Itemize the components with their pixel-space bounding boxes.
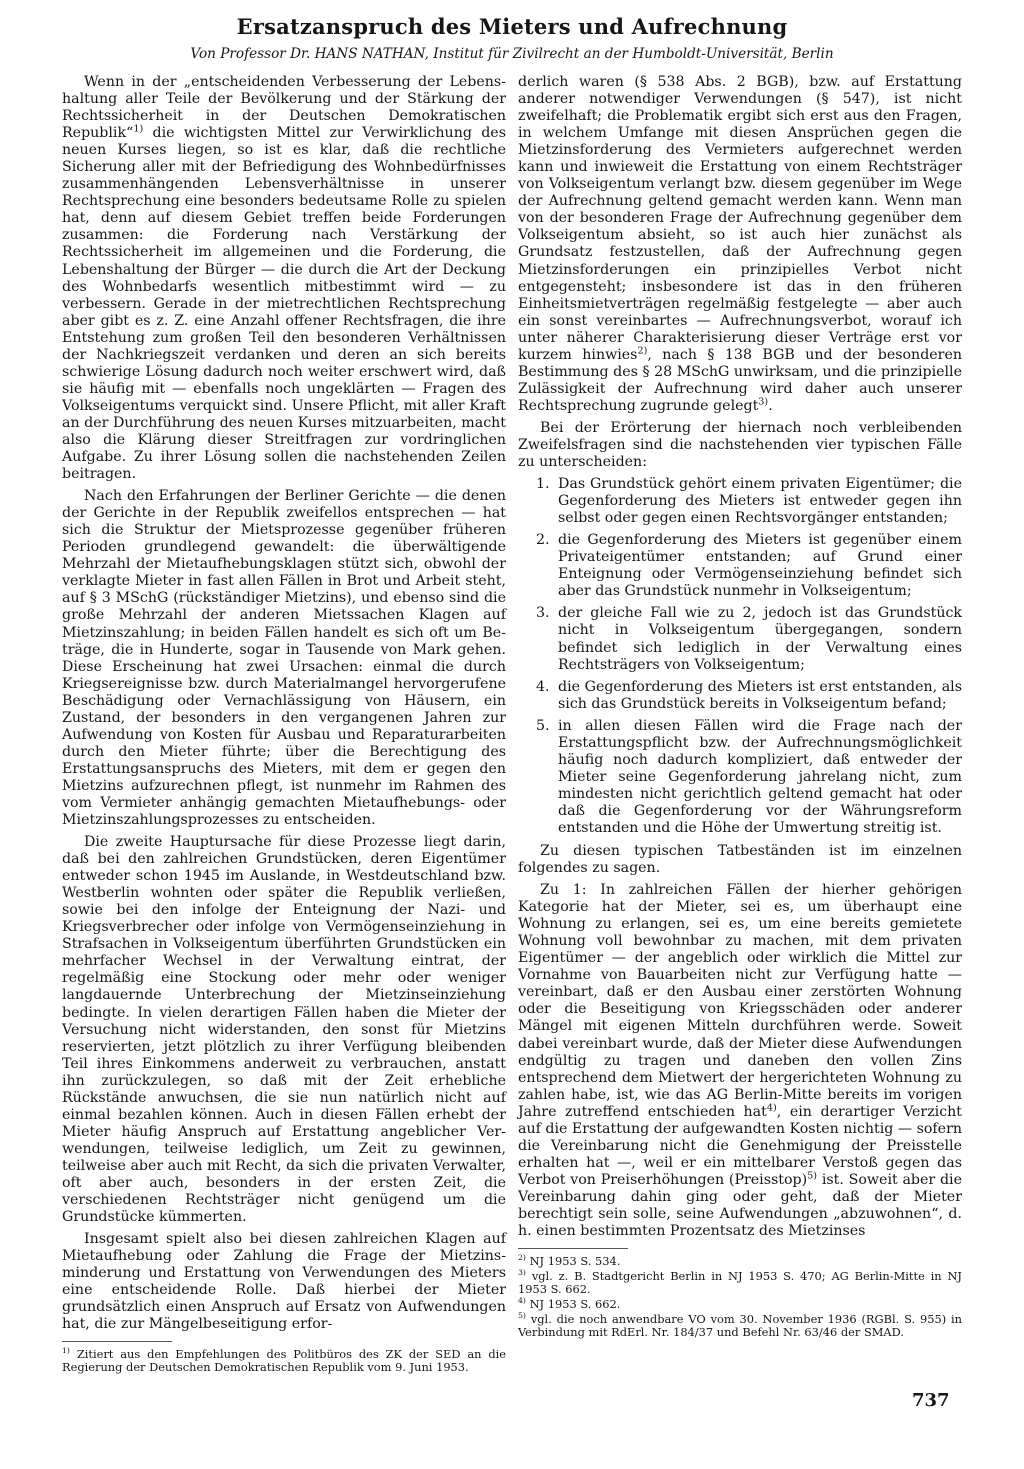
paragraph: Nach den Erfahrungen der Berliner Gerichte — die denen der Gerichte in der Republik zweifellos entsprechen — hat sich die Struktur der Mietsprozesse gegenüber früheren Perioden grundlegend gewandelt: die überwältigende Mehrzahl der Mietaufhebungsklagen stützt sich, obwohl der verklagte Mieter in fast allen Fällen in Brot und Arbeit steht, auf § 3 MSchG (rückständiger Mietzins), und ebenso sind die große Mehrzahl der anderen Mietssachen Klagen auf Mietzinszahlung; in beiden Fällen handelt es sich oft um Beträge, die in Hunderte, sogar in Tausende von Mark gehen. Diese Erscheinung hat zwei Ursachen: einmal die durch Kriegsereignisse bzw. durch Materialmangel hervorgerufene Beschädigung oder Vernachlässigung von Häusern, ein Zustand, der besonders in den vergangenen Jahren zur Aufwendung von Kosten für Ausbau und Reparaturarbeiten durch den Mieter führte; über die Berechtigung des Erstattungsanspruchs des Mieters, mit dem er gegen den Mietzins aufzurechnen pflegt, ist nunmehr im Rahmen des vom Vermieter anhängig gemachten Mietaufhebungs- oder Mietzinszahlungsprozesses zu entscheiden. bbox=[62, 488, 506, 829]
paragraph: Bei der Erörterung der hiernach noch verbleibenden Zweifelsfragen sind die nachstehenden vier typischen Fälle zu unterscheiden: bbox=[518, 419, 962, 471]
paragraph-text: , ein derartiger Verzicht auf die Erstattung der aufgewandten Kosten nichtig — sofern die Vereinbarung nicht die Genehmigung der Preisstelle erhalten hat —, weil er ein mittelbarer Verstoß gegen das Verbot von Preiserhöhungen (Preisstop) bbox=[518, 1103, 962, 1188]
case-text: die Gegenforderung des Mieters ist erst entstanden, als sich das Grundstück bereits in Volkseigentum befand; bbox=[558, 678, 962, 712]
paragraph: Zu diesen typischen Tatbeständen ist im einzelnen folgendes zu sagen. bbox=[518, 843, 962, 877]
footnote-ref[interactable]: 3) bbox=[758, 396, 769, 408]
paragraph bbox=[518, 74, 962, 415]
case-item bbox=[518, 605, 962, 673]
case-text: der gleiche Fall wie zu 2, jedoch ist das Grundstück nicht in Volkseigentum übergegangen, sondern befindet sich lediglich in der Verwaltung eines Rechtsträgers von Volkseigentum; bbox=[558, 605, 962, 673]
paragraph-text: ist. Soweit aber die Vereinbarung dahin ging oder geht, daß der Mieter berechtigt sein solle, seine Aufwendungen „abzuwohnen“, d. h. einen bestimmten Prozentsatz des Mietzinses bbox=[518, 1171, 962, 1240]
footnote-text: Zitiert aus den Empfehlungen des Politbüros des ZK der SED an die Regierung der Deutschen Demokratischen Republik vom 9. Juni 1953. bbox=[62, 1347, 506, 1375]
footnote-divider bbox=[518, 1248, 628, 1249]
footnote-mark: 1) bbox=[62, 1346, 70, 1356]
footnote-ref[interactable]: 4) bbox=[766, 1101, 777, 1113]
footnote-text: vgl. z. B. Stadtgericht Berlin in NJ 1953 S. 470; AG Berlin-Mitte in NJ 1953 S. 662. bbox=[518, 1269, 962, 1297]
paragraph-text: , nach § 138 BGB und der besonderen Bestimmung des § 28 MSchG unwirksam, und die prinzipielle Zulässigkeit der Aufrechnung wird daher auch unserer Rechtsprechung zugrunde gelegt bbox=[518, 346, 962, 414]
author-byline: Von Professor Dr. HANS NATHAN, Institut für Zivilrecht an der Humboldt-Universität, Berlin bbox=[190, 46, 834, 62]
footnote-mark: 5) bbox=[518, 1311, 526, 1321]
footnote-mark: 3) bbox=[518, 1268, 526, 1278]
case-number: 5. bbox=[536, 717, 550, 734]
case-list bbox=[518, 476, 962, 837]
right-column bbox=[518, 74, 962, 1341]
footnote bbox=[62, 1348, 506, 1374]
case-text: die Gegenforderung des Mieters ist gegenüber einem Privateigentümer entstanden; auf Grund einer Enteignung oder Vermögenseinziehung befindet sich aber das Grundstück nunmehr in Volkseigentum; bbox=[558, 532, 962, 600]
case-item bbox=[518, 476, 962, 527]
footnote bbox=[518, 1298, 962, 1311]
footnote-text: NJ 1953 S. 662. bbox=[529, 1297, 621, 1312]
case-item bbox=[518, 679, 962, 713]
case-number: 3. bbox=[536, 605, 550, 622]
footnote bbox=[518, 1270, 962, 1296]
footnote-mark: 4) bbox=[518, 1296, 526, 1306]
footnote bbox=[518, 1255, 962, 1268]
footnote-divider bbox=[62, 1341, 172, 1342]
case-number: 1. bbox=[536, 476, 550, 493]
footnote-ref[interactable]: 2) bbox=[637, 345, 648, 357]
article-title: Ersatzanspruch des Mieters und Aufrechnung bbox=[236, 14, 788, 39]
page-number: 737 bbox=[912, 1390, 950, 1411]
case-text: Das Grundstück gehört einem privaten Eigentümer; die Gegenforderung des Mieters ist entweder gegen ihn selbst oder gegen einen Rechtsvorgänger entstanden; bbox=[558, 476, 962, 527]
paragraph: Die zweite Hauptursache für diese Prozesse liegt darin, daß bei den zahlreichen Grundstücken, deren Eigentümer entweder schon 1945 im Auslande, in Westdeutschland bzw. Westberlin wohnten oder später die Republik verließen, sowie bei den infolge der Enteignung der Nazi- und Kriegsverbrecher oder infolge von Vermögenseinziehung in Strafsachen in Volkseigentum überführten Grundstücken ein mehrfacher Wechsel in der Verwaltung eintrat, der regelmäßig eine Stockung oder mehr oder weniger langdauernde Unterbrechung der Mietzinseinziehung bedingte. In vielen derartigen Fällen haben die Mieter der Versuchung nicht widerstanden, den sonst für Mietzins reservierten, jetzt plötzlich zu ihrer Verfügung bleibenden Teil ihres Einkommens anderweit zu verbrauchen, anstatt ihn zurückzulegen, so daß mit der Zeit erhebliche Rückstände anwuchsen, die sie nun natürlich nicht auf einmal bezahlen können. Auch in diesen Fällen erhebt der Mieter häufig Anspruch auf Erstattung angeblicher Verwendungen, teilweise lediglich, um Zeit zu gewinnen, teilweise aber auch mit Recht, da sich die privaten Verwalter, oft aber auch, besonders in der ersten Zeit, die verschiedenen Rechtsträger nicht genügend um die Grundstücke kümmerten. bbox=[62, 834, 506, 1226]
case-item bbox=[518, 532, 962, 600]
footnote-text: NJ 1953 S. 534. bbox=[529, 1254, 621, 1269]
case-item bbox=[518, 718, 962, 837]
paragraph-text: derlich waren (§ 538 Abs. 2 BGB), bzw. auf Erstattung anderer notwendiger Verwendungen (§ 547), ist nicht zweifelhaft; die Problematik ergibt sich erst aus den Fragen, in welchem Umfange mit diesen Ansprüchen gegen die Mietzinsforderung des Vermieters aufgerechnet werden kann und inwieweit die Erstattung von einem Rechtsträger von Volkseigentum verlangt bzw. diesem gegenüber im Wege der Aufrechnung geltend gemacht werden kann. Wenn man von der besonderen Frage der Aufrechnung gegenüber dem Volkseigentum absieht, so ist auch hier zunächst als Grundsatz festzustellen, daß der Aufrechnung gegen Mietzinsforderungen ein prinzipielles Verbot nicht entgegensteht; insbesondere ist das in den früheren Einheitsmietverträgen regelmäßig festgelegte — aber auch ein sonst vereinbartes — Aufrechnungsverbot, worauf ich unter näherer Charakterisierung dieser Verträge erst vor kurzem hinwies bbox=[518, 74, 962, 363]
paragraph-text: . bbox=[768, 397, 773, 414]
paragraph: Insgesamt spielt also bei diesen zahlreichen Klagen auf Mietaufhebung oder Zahlung die Frage der Mietzinsminderung und Erstattung von Verwendungen des Mieters eine entscheidende Rolle. Daß hierbei der Mieter grundsätzlich einen Anspruch auf Ersatz von Aufwendungen hat, die zur Mängelbeseitigung erfor- bbox=[62, 1231, 506, 1333]
footnote-mark: 2) bbox=[518, 1253, 526, 1263]
case-number: 4. bbox=[536, 678, 550, 695]
paragraph bbox=[62, 74, 506, 483]
case-number: 2. bbox=[536, 532, 550, 549]
left-column bbox=[62, 74, 506, 1376]
footnote-ref[interactable]: 5) bbox=[807, 1170, 818, 1182]
paragraph-text: Zu 1: In zahlreichen Fällen der hierher gehörigen Kategorie hat der Mieter, sei es, um überhaupt eine Wohnung zu erlangen, sei es, um eine bereits gemietete Wohnung voll bewohnbar zu machen, mit dem privaten Eigentümer — der angeblich oder wirklich die Mittel zur Vornahme von Bauarbeiten nicht zur Verfügung hatte — vereinbart, daß er den Ausbau einer zerstörten Wohnung oder die Beseitigung von Kriegsschäden oder anderer Mängel mit eigenen Mitteln durchführen werde. Soweit dabei vereinbart wurde, daß der Mieter diese Aufwendungen endgültig zu tragen und daneben den vollen Zins entsprechend dem Mietwert der hergerichteten Wohnung zu zahlen habe, ist, wie das AG Berlin-Mitte bereits im vorigen Jahre zutreffend entschieden hat bbox=[518, 882, 962, 1120]
footnote-ref[interactable]: 1) bbox=[133, 123, 144, 135]
paragraph-text: Wenn in der „entscheidenden Verbesserung der Lebenshaltung aller Teile der Bevölkerung und der Stärkung der Rechtssicherheit in der Deutschen Demokratischen Republik“ bbox=[62, 74, 506, 142]
footnote bbox=[518, 1313, 962, 1339]
case-text: in allen diesen Fällen wird die Frage nach der Erstattungspflicht bzw. der Aufrechnungsmöglichkeit häufig noch dadurch kompliziert, daß entweder der Mieter seine Gegenforderung jahrelang nicht, zum mindesten nicht gerichtlich geltend gemacht hat oder daß die Gegenforderung vor der Währungsreform entstanden und die Höhe der Umwertung streitig ist. bbox=[558, 717, 962, 836]
paragraph-text: die wichtigsten Mittel zur Verwirklichung des neuen Kurses liegen, so ist es klar, daß die rechtliche Sicherung aller mit der Befriedigung des Wohnbedürfnisses zusammenhängenden Lebensverhältnisse in unserer Rechtsprechung eine besonders bedeutsame Rolle zu spielen hat, denn auf diesem Gebiet treffen beide Forderungen zusammen: die Forderung nach Verstärkung der Rechtssicherheit im allgemeinen und die Forderung, die Lebenshaltung der Bürger — die durch die Art der Deckung des Wohnbedarfs wesentlich mitbestimmt wird — zu verbessern. Gerade in der mietrechtlichen Rechtsprechung aber gibt es z. Z. eine Anzahl offener Rechtsfragen, die ihre Entstehung zum großen Teil den besonderen Verhältnissen der Nachkriegszeit verdanken und deren an sich bereits schwierige Lösung dadurch noch weiter erschwert wird, daß sie häufig mit — ebenfalls noch ungeklärten — Fragen des Volkseigentums verquickt sind. Unsere Pflicht, mit aller Kraft an der Durchführung des neuen Kurses mitzuarbeiten, macht also die Klärung dieser Streitfragen zur vordringlichen Aufgabe. Zu ihrer Lösung sollen die nachstehenden Zeilen beitragen. bbox=[62, 125, 506, 483]
footnote-text: vgl. die noch anwendbare VO vom 30. November 1936 (RGBl. S. 955) in Verbindung mit RdErl. Nr. 184/37 und Befehl Nr. 63/46 der SMAD. bbox=[518, 1312, 962, 1340]
paragraph bbox=[518, 882, 962, 1240]
